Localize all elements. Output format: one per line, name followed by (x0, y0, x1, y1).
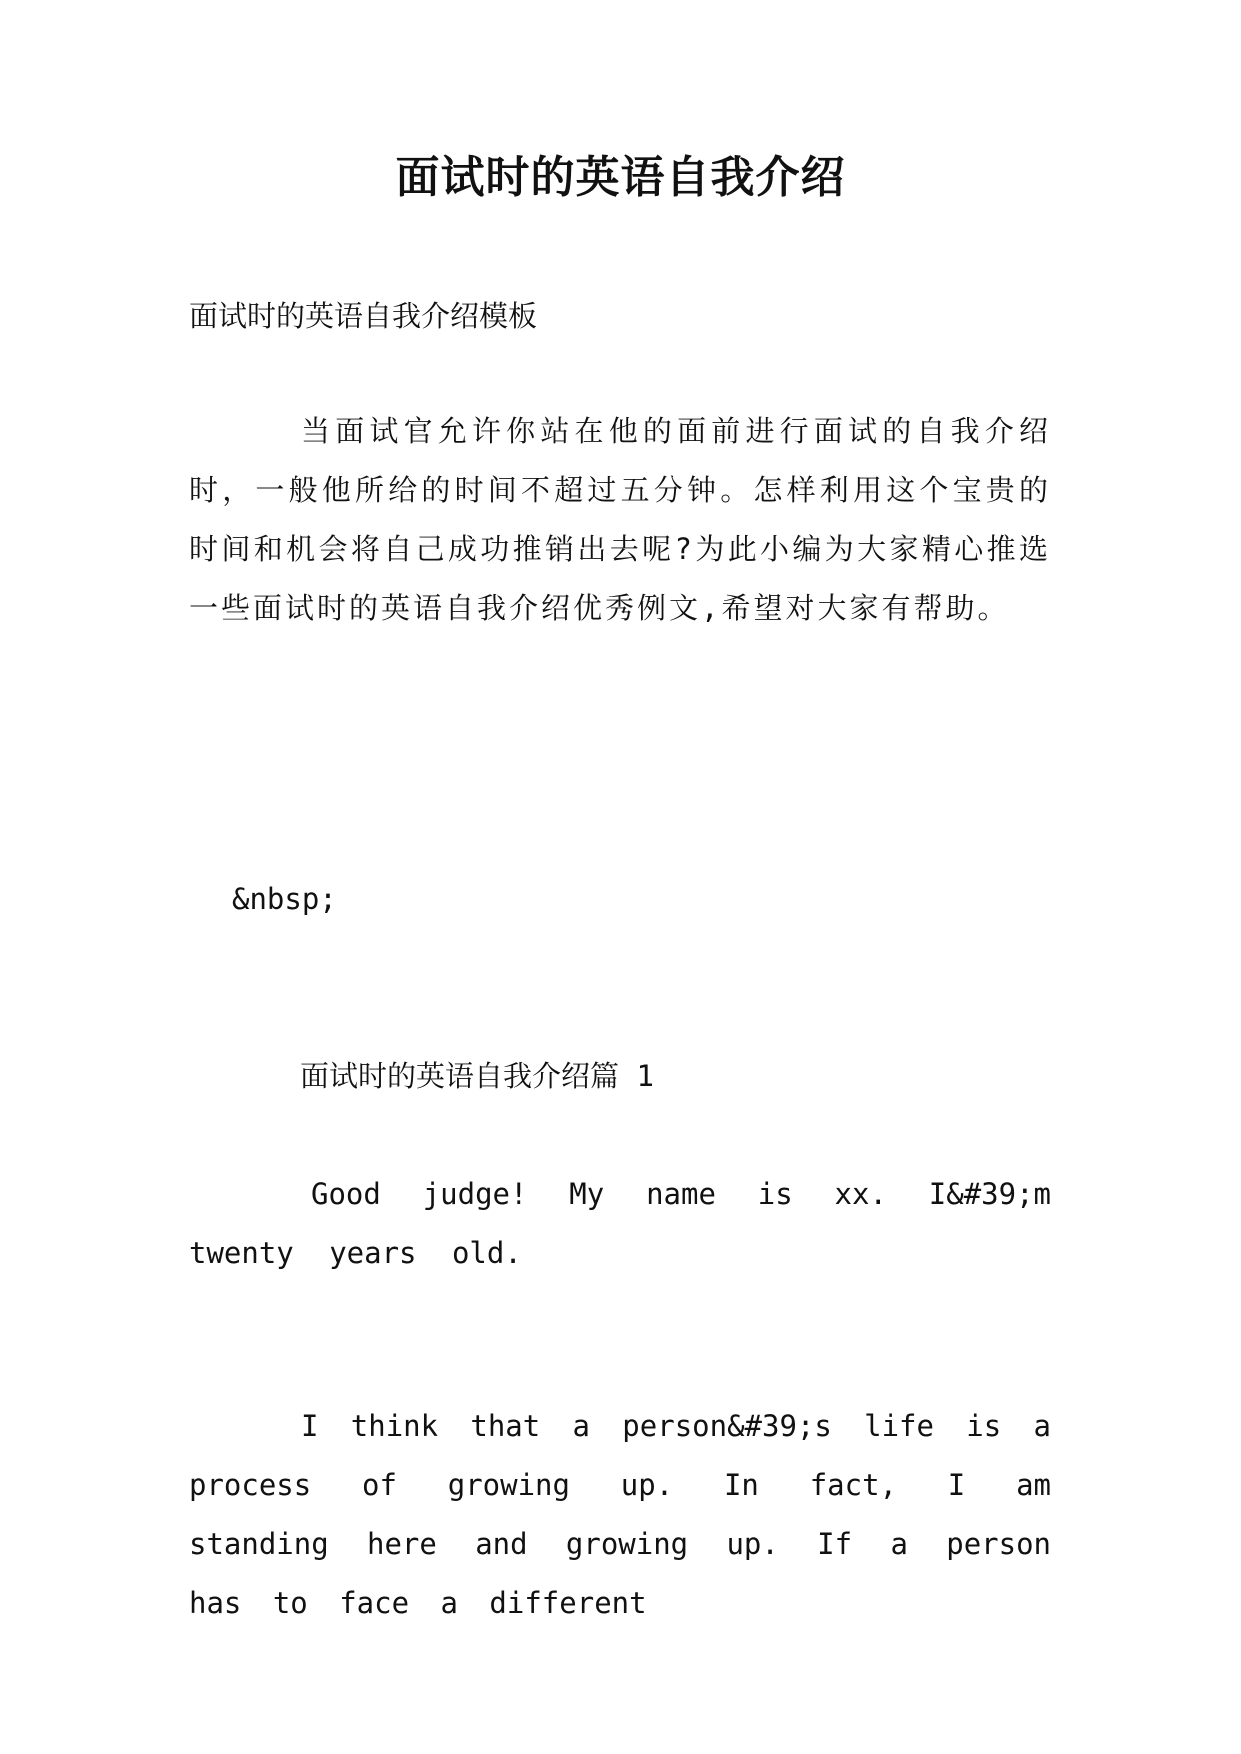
nbsp-text: &nbsp; (232, 882, 337, 916)
document-title: 面试时的英语自我介绍 (395, 152, 846, 203)
section-heading: 面试时的英语自我介绍篇 1 (300, 1059, 654, 1093)
english-paragraph-2: I think that a person&#39;s life is a process of growing up. In fact, I am standing here and growing up. If a person has to face a different (189, 1409, 1051, 1620)
intro-paragraph: 当面试官允许你站在他的面前进行面试的自我介绍时，一般他所给的时间不超过五分钟。怎样利用这个宝贵的时间和机会将自己成功推销出去呢?为此小编为大家精心推选一些面试时的英语自我介绍优秀例文,希望对大家有帮助。 (189, 414, 1051, 625)
document-subtitle: 面试时的英语自我介绍模板 (189, 299, 538, 333)
english-paragraph-1: Good judge! My name is xx. I&#39;m twenty years old. (189, 1177, 1051, 1270)
